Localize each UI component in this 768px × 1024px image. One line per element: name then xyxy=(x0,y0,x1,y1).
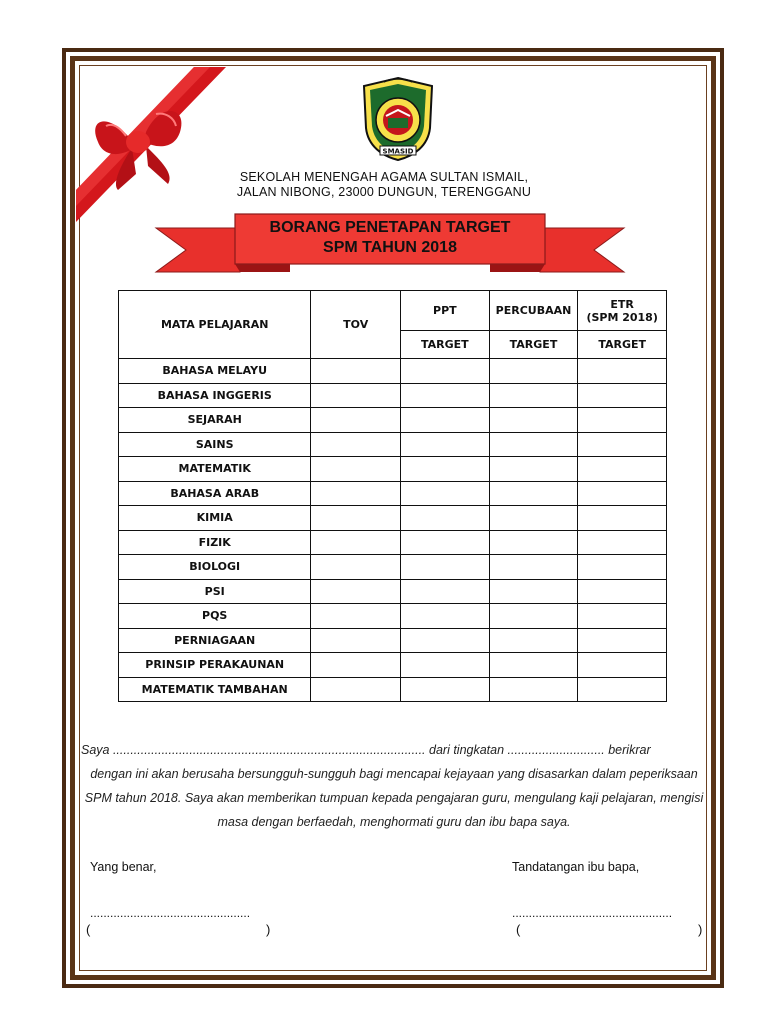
header-subject: MATA PELAJARAN xyxy=(119,291,311,359)
ppt-target-cell[interactable] xyxy=(401,481,490,506)
form-title-line2: SPM TAHUN 2018 xyxy=(323,239,457,256)
declaration-line3: SPM tahun 2018. Saya akan memberikan tumpuan kepada pengajaran guru, mengulang kaji pelajaran, mengisi xyxy=(84,791,704,805)
header-target-ppt: TARGET xyxy=(401,331,490,359)
school-address xyxy=(0,170,768,200)
table-row xyxy=(119,604,667,629)
percubaan-target-cell[interactable] xyxy=(489,653,578,678)
ppt-target-cell[interactable] xyxy=(401,579,490,604)
subject-name: BIOLOGI xyxy=(119,555,311,580)
tov-cell[interactable] xyxy=(311,628,401,653)
student-name-close: ) xyxy=(266,922,271,937)
etr-target-cell[interactable] xyxy=(578,383,667,408)
declaration xyxy=(80,738,708,834)
table-row xyxy=(119,457,667,482)
percubaan-target-cell[interactable] xyxy=(489,628,578,653)
header-percubaan: PERCUBAAN xyxy=(489,291,578,331)
percubaan-target-cell[interactable] xyxy=(489,408,578,433)
table-row xyxy=(119,653,667,678)
table-row xyxy=(119,506,667,531)
etr-target-cell[interactable] xyxy=(578,677,667,702)
ppt-target-cell[interactable] xyxy=(401,359,490,384)
ppt-target-cell[interactable] xyxy=(401,506,490,531)
ppt-target-cell[interactable] xyxy=(401,628,490,653)
etr-target-cell[interactable] xyxy=(578,579,667,604)
percubaan-target-cell[interactable] xyxy=(489,555,578,580)
tov-cell[interactable] xyxy=(311,432,401,457)
subject-name: PQS xyxy=(119,604,311,629)
school-crest-icon xyxy=(358,76,438,162)
percubaan-target-cell[interactable] xyxy=(489,530,578,555)
tov-cell[interactable] xyxy=(311,604,401,629)
etr-target-cell[interactable] xyxy=(578,481,667,506)
table-row xyxy=(119,628,667,653)
parent-name-open: ( xyxy=(516,922,521,937)
header-target-percubaan: TARGET xyxy=(489,331,578,359)
ppt-target-cell[interactable] xyxy=(401,408,490,433)
subject-name: SAINS xyxy=(119,432,311,457)
tov-cell[interactable] xyxy=(311,383,401,408)
tov-cell[interactable] xyxy=(311,653,401,678)
etr-target-cell[interactable] xyxy=(578,506,667,531)
table-row xyxy=(119,555,667,580)
form-title xyxy=(235,218,545,258)
declaration-line2: dengan ini akan berusaha bersungguh-sungguh bagi mencapai kejayaan yang disasarkan dalam peperiksaan xyxy=(90,767,698,781)
table-row xyxy=(119,530,667,555)
school-name: SEKOLAH MENENGAH AGAMA SULTAN ISMAIL, xyxy=(239,170,529,184)
percubaan-target-cell[interactable] xyxy=(489,432,578,457)
table-row xyxy=(119,677,667,702)
etr-target-cell[interactable] xyxy=(578,653,667,678)
subject-name: PSI xyxy=(119,579,311,604)
percubaan-target-cell[interactable] xyxy=(489,359,578,384)
etr-target-cell[interactable] xyxy=(578,432,667,457)
subject-name: BAHASA INGGERIS xyxy=(119,383,311,408)
school-location: JALAN NIBONG, 23000 DUNGUN, TERENGGANU xyxy=(236,185,532,199)
ppt-target-cell[interactable] xyxy=(401,432,490,457)
crest-label: SMASID xyxy=(382,147,414,156)
percubaan-target-cell[interactable] xyxy=(489,506,578,531)
percubaan-target-cell[interactable] xyxy=(489,579,578,604)
header-etr-line2: (SPM 2018) xyxy=(586,310,658,324)
form-title-line1: BORANG PENETAPAN TARGET xyxy=(269,219,511,236)
ppt-target-cell[interactable] xyxy=(401,383,490,408)
percubaan-target-cell[interactable] xyxy=(489,677,578,702)
percubaan-target-cell[interactable] xyxy=(489,604,578,629)
declaration-line4: masa dengan berfaedah, menghormati guru dan ibu bapa saya. xyxy=(217,815,571,829)
tov-cell[interactable] xyxy=(311,555,401,580)
etr-target-cell[interactable] xyxy=(578,359,667,384)
etr-target-cell[interactable] xyxy=(578,604,667,629)
tov-cell[interactable] xyxy=(311,408,401,433)
tov-cell[interactable] xyxy=(311,359,401,384)
ppt-target-cell[interactable] xyxy=(401,677,490,702)
header-ppt: PPT xyxy=(401,291,490,331)
tov-cell[interactable] xyxy=(311,457,401,482)
subject-name: BAHASA MELAYU xyxy=(119,359,311,384)
subject-name: PERNIAGAAN xyxy=(119,628,311,653)
signature-student-line[interactable]: ................................................ xyxy=(90,906,251,920)
table-row xyxy=(119,383,667,408)
header-etr-line1: ETR xyxy=(610,297,634,311)
subject-name: SEJARAH xyxy=(119,408,311,433)
tov-cell[interactable] xyxy=(311,481,401,506)
subject-name: MATEMATIK TAMBAHAN xyxy=(119,677,311,702)
ppt-target-cell[interactable] xyxy=(401,555,490,580)
etr-target-cell[interactable] xyxy=(578,628,667,653)
subject-name: KIMIA xyxy=(119,506,311,531)
table-row xyxy=(119,408,667,433)
subject-name: PRINSIP PERAKAUNAN xyxy=(119,653,311,678)
ppt-target-cell[interactable] xyxy=(401,653,490,678)
table-row xyxy=(119,432,667,457)
header-target-etr: TARGET xyxy=(578,331,667,359)
etr-target-cell[interactable] xyxy=(578,457,667,482)
subject-name: FIZIK xyxy=(119,530,311,555)
student-name-open: ( xyxy=(86,922,91,937)
etr-target-cell[interactable] xyxy=(578,408,667,433)
target-table xyxy=(118,290,667,702)
declaration-line1: Saya .......................................................................................... dari tingkatan ............................ berikrar xyxy=(81,743,651,757)
ribbon-bow-icon xyxy=(76,62,236,232)
table-row xyxy=(119,481,667,506)
percubaan-target-cell[interactable] xyxy=(489,481,578,506)
signature-parent-label: Tandatangan ibu bapa, xyxy=(512,860,640,874)
tov-cell[interactable] xyxy=(311,530,401,555)
ppt-target-cell[interactable] xyxy=(401,604,490,629)
percubaan-target-cell[interactable] xyxy=(489,457,578,482)
signature-parent-line[interactable]: ................................................ xyxy=(512,906,673,920)
etr-target-cell[interactable] xyxy=(578,530,667,555)
parent-name-close: ) xyxy=(698,922,703,937)
table-row xyxy=(119,579,667,604)
percubaan-target-cell[interactable] xyxy=(489,383,578,408)
header-etr xyxy=(578,291,667,331)
etr-target-cell[interactable] xyxy=(578,555,667,580)
table-row xyxy=(119,359,667,384)
tov-cell[interactable] xyxy=(311,579,401,604)
tov-cell[interactable] xyxy=(311,677,401,702)
ppt-target-cell[interactable] xyxy=(401,530,490,555)
subject-name: BAHASA ARAB xyxy=(119,481,311,506)
subject-name: MATEMATIK xyxy=(119,457,311,482)
tov-cell[interactable] xyxy=(311,506,401,531)
header-tov: TOV xyxy=(311,291,401,359)
ppt-target-cell[interactable] xyxy=(401,457,490,482)
signature-student-label: Yang benar, xyxy=(90,860,157,874)
